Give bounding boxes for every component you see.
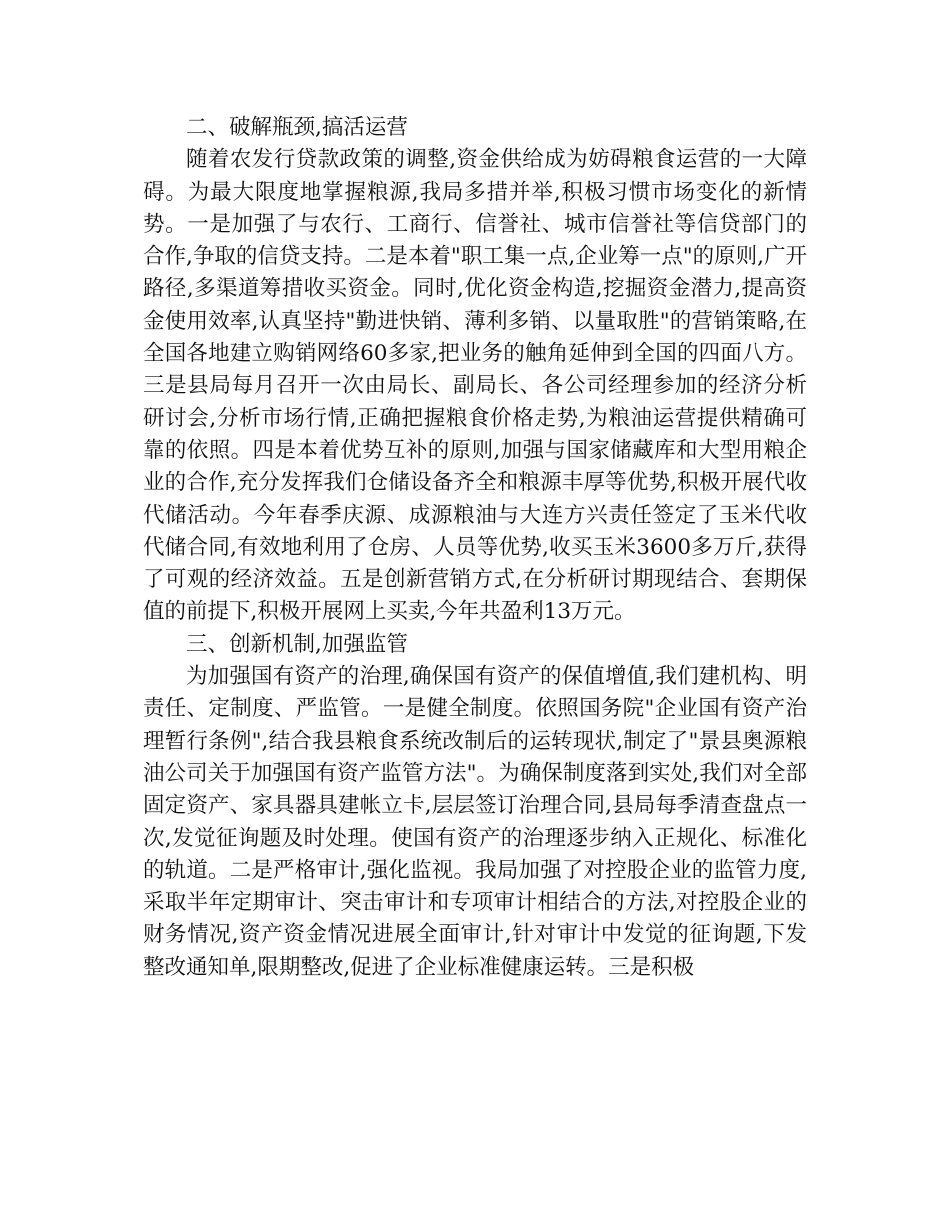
document-body (143, 112, 807, 984)
section-heading-2: 二、破解瓶颈,搞活运营 (186, 115, 408, 140)
section-paragraph-3: 为加强国有资产的治理,确保国有资产的保值增值,我们建机构、明责任、定制度、严监管。一是健全制度。依照国务院"企业国有资产治理暂行条例",结合我县粮食系统改制后的运转现状,制定了"景县奥源粮油公司关于加强国有资产监管方法"。为确保制度落到实处,我们对全部固定资产、家具器具建帐立卡,层层签订治理合同,县局每季清查盘点一次,发觉征询题及时处理。使国有资产的治理逐步纳入正规化、标准化的轨道。二是严格审计,强化监视。我局加强了对控股企业的监管力度,采取半年定期审计、突击审计和专项审计相结合的方法,对控股企业的财务情况,资产资金情况进展全面审计,针对审计中发觉的征询题,下发整改通知单,限期整改,促进了企业标准健康运转。三是积极 (143, 664, 807, 980)
section-heading-3: 三、创新机制,加强监管 (186, 631, 408, 657)
section-paragraph-2: 随着农发行贷款政策的调整,资金供给成为妨碍粮食运营的一大障碍。为最大限度地掌握粮源,我局多措并举,积极习惯市场变化的新情势。一是加强了与农行、工商行、信誉社、城市信誉社等信贷部门的合作,争取的信贷支持。二是本着"职工集一点,企业筹一点"的原则,广开路径,多渠道筹措收买资金。同时,优化资金构造,挖掘资金潜力,提高资金使用效率,认真坚持"勤进快销、薄利多销、以量取胜"的营销策略,在全国各地建立购销网络60多家,把业务的触角延伸到全国的四面八方。三是县局每月召开一次由局长、副局长、各公司经理参加的经济分析研讨会,分析市场行情,正确把握粮食价格走势,为粮油运营提供精确可靠的依照。四是本着优势互补的原则,加强与国家储藏库和大型用粮企业的合作,充分发挥我们仓储设备齐全和粮源丰厚等优势,积极开展代收代储活动。今年春季庆源、成源粮油与大连方兴责任签定了玉米代收代储合同,有效地利用了仓房、人员等优势,收买玉米3600多万斤,获得了可观的经济效益。五是创新营销方式,在分析研讨期现结合、套期保值的前提下,积极开展网上买卖,今年共盈利13万元。 (143, 147, 807, 625)
